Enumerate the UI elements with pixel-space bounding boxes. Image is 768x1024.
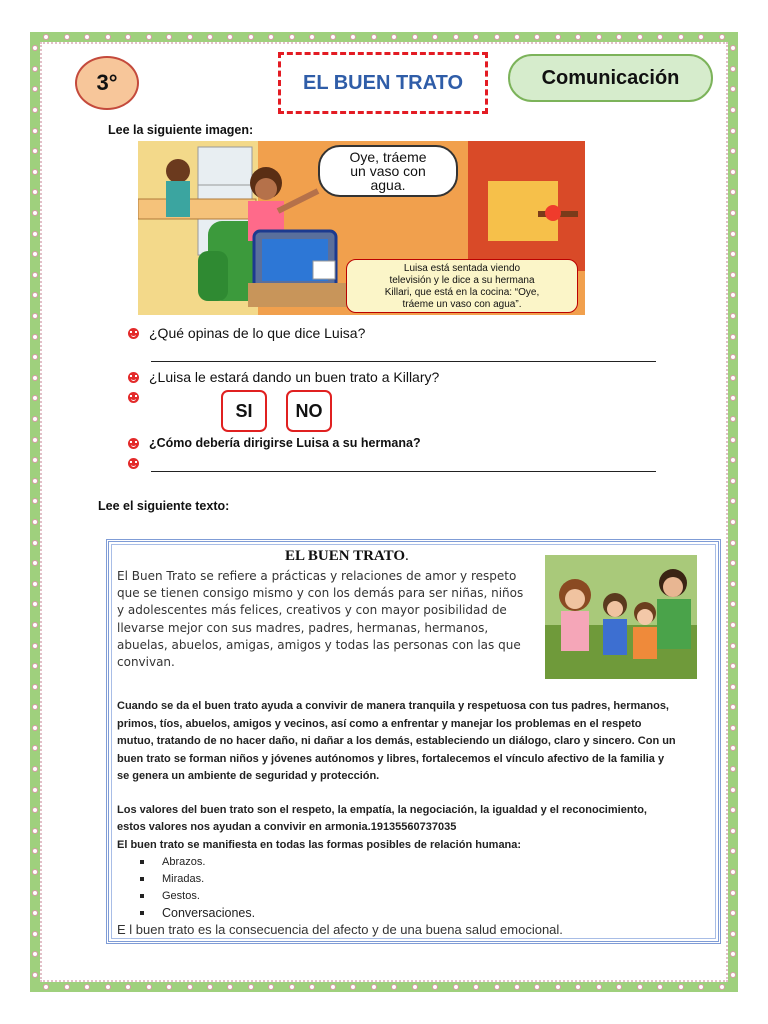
border-bead [730, 478, 736, 484]
title-banner [278, 52, 488, 114]
border-bead [534, 34, 540, 40]
border-bead [32, 787, 38, 793]
border-bead [32, 107, 38, 113]
border-bead [730, 128, 736, 134]
border-bead [268, 34, 274, 40]
border-bead [730, 766, 736, 772]
empty-bullet [128, 392, 149, 403]
border-bead [32, 498, 38, 504]
border-bead [125, 34, 131, 40]
border-beads-bottom [36, 982, 732, 992]
border-bead [730, 354, 736, 360]
border-bead [730, 189, 736, 195]
border-bead [657, 34, 663, 40]
square-bullet-icon [140, 894, 144, 898]
border-bead [32, 292, 38, 298]
border-bead [730, 169, 736, 175]
border-bead [730, 684, 736, 690]
family-photo [545, 555, 697, 679]
border-bead [32, 313, 38, 319]
border-bead [575, 34, 581, 40]
question-1: ¿Qué opinas de lo que dice Luisa? [128, 325, 365, 341]
family-photo-drawing [545, 555, 697, 679]
border-bead [207, 34, 213, 40]
border-bead [32, 910, 38, 916]
section-lead-text: Lee el siguiente texto: [98, 499, 230, 513]
border-bead [32, 951, 38, 957]
border-bead [730, 148, 736, 154]
border-bead [730, 519, 736, 525]
border-bead [32, 457, 38, 463]
border-bead [730, 951, 736, 957]
border-bead [32, 519, 38, 525]
border-bead [330, 34, 336, 40]
border-bead [32, 663, 38, 669]
border-bead [730, 787, 736, 793]
border-bead [32, 395, 38, 401]
border-bead [105, 34, 111, 40]
border-bead [32, 725, 38, 731]
border-bead [32, 231, 38, 237]
subject-badge [508, 54, 713, 102]
empty-bullet [128, 458, 149, 469]
border-bead [350, 34, 356, 40]
border-bead [32, 581, 38, 587]
square-bullet-icon [140, 877, 144, 881]
border-bead [730, 869, 736, 875]
reading-paragraph-1: El Buen Trato se refiere a prácticas y relaciones de amor y respeto que se tienen consigo mismo y con los demás para ser niñas, niños y adolescentes más felices, creativos y con mayor posibilidad de llevarse mejor con sus madres, padres, hermanas, hermanos, abuelas, abuelos, amigas, amigos y todas las personas con las que convivan. [117, 569, 524, 670]
list-item: Miradas. [140, 873, 204, 885]
border-bead [730, 663, 736, 669]
border-beads-top [36, 32, 732, 42]
border-bead [719, 984, 725, 990]
border-bead [637, 984, 643, 990]
list-item: Abrazos. [140, 856, 205, 868]
border-bead [84, 984, 90, 990]
border-bead [730, 972, 736, 978]
border-bead [32, 704, 38, 710]
border-bead [453, 34, 459, 40]
border-bead [187, 34, 193, 40]
border-bead [616, 34, 622, 40]
border-bead [555, 34, 561, 40]
border-bead [730, 313, 736, 319]
smiley-bullet-icon [128, 372, 139, 383]
border-bead [227, 984, 233, 990]
border-bead [730, 622, 736, 628]
border-bead [32, 828, 38, 834]
section-lead-image: Lee la siguiente imagen: [108, 123, 254, 137]
border-bead [32, 210, 38, 216]
border-bead [32, 560, 38, 566]
border-bead [432, 34, 438, 40]
border-bead [730, 890, 736, 896]
border-bead [698, 34, 704, 40]
border-bead [289, 984, 295, 990]
smiley-bullet-icon [128, 438, 139, 449]
border-bead [730, 498, 736, 504]
grade-label: 3° [96, 70, 118, 95]
border-bead [32, 807, 38, 813]
smiley-bullet-icon [128, 392, 139, 403]
border-bead [187, 984, 193, 990]
border-bead [514, 984, 520, 990]
square-bullet-icon [140, 860, 144, 864]
choice-yes-button[interactable]: SI [221, 390, 267, 432]
border-bead [32, 890, 38, 896]
border-bead [730, 334, 736, 340]
border-bead [32, 745, 38, 751]
border-bead [657, 984, 663, 990]
border-bead [730, 601, 736, 607]
page-title: EL BUEN TRATO [302, 71, 463, 94]
border-bead [730, 560, 736, 566]
border-bead [166, 34, 172, 40]
border-beads-right [728, 38, 738, 986]
border-bead [32, 45, 38, 51]
list-item: Gestos. [140, 890, 200, 902]
border-bead [391, 34, 397, 40]
border-bead [730, 66, 736, 72]
border-bead [32, 86, 38, 92]
border-bead [412, 34, 418, 40]
border-bead [43, 34, 49, 40]
border-bead [32, 684, 38, 690]
border-bead [32, 972, 38, 978]
border-bead [730, 725, 736, 731]
square-bullet-icon [140, 911, 144, 915]
border-bead [32, 848, 38, 854]
reading-closing: E l buen trato es la consecuencia del afecto y de una buena salud emocional. [117, 922, 563, 937]
border-bead [146, 34, 152, 40]
smiley-bullet-icon [128, 458, 139, 469]
border-bead [64, 34, 70, 40]
grade-badge [75, 56, 139, 110]
border-bead [730, 107, 736, 113]
border-bead [32, 66, 38, 72]
border-bead [166, 984, 172, 990]
border-bead [309, 34, 315, 40]
border-bead [84, 34, 90, 40]
border-bead [698, 984, 704, 990]
border-bead [32, 931, 38, 937]
border-bead [32, 169, 38, 175]
border-bead [453, 984, 459, 990]
border-bead [730, 437, 736, 443]
border-bead [730, 828, 736, 834]
border-bead [350, 984, 356, 990]
border-bead [32, 189, 38, 195]
border-bead [207, 984, 213, 990]
border-bead [125, 984, 131, 990]
border-bead [248, 34, 254, 40]
border-bead [494, 984, 500, 990]
border-bead [730, 375, 736, 381]
border-bead [637, 34, 643, 40]
border-bead [730, 272, 736, 278]
reading-title: EL BUEN TRATO. [285, 548, 409, 564]
border-bead [32, 416, 38, 422]
reading-paragraph-2: Cuando se da el buen trato ayuda a convivir de manera tranquila y respetuosa con tus padres, hermanos, primos, tíos, abuelos, amigos y vecinos, así como a enfrentar y manejar los problemas en el respeto mutuo, tratando de no hacer daño, ni dañar a los demás, estableciendo un diálogo, claro y sincero. Con un buen trato se forman niños y jóvenes autónomos y libres, fortalecemos el vínculo afectivo de la familia y se genera un ambiente de seguridad y protección. [117, 700, 676, 783]
border-bead [330, 984, 336, 990]
border-bead [32, 622, 38, 628]
border-bead [105, 984, 111, 990]
question-3: ¿Cómo debería dirigirse Luisa a su hermana? [128, 436, 421, 450]
border-beads-left [30, 38, 40, 986]
border-bead [596, 984, 602, 990]
border-bead [268, 984, 274, 990]
border-bead [32, 601, 38, 607]
border-bead [227, 34, 233, 40]
border-bead [730, 292, 736, 298]
border-bead [289, 34, 295, 40]
border-bead [730, 86, 736, 92]
subject-label: Comunicación [541, 66, 680, 89]
border-bead [32, 354, 38, 360]
border-bead [32, 643, 38, 649]
speech-bubble: Oye, tráeme un vaso con agua. [318, 145, 458, 197]
border-bead [248, 984, 254, 990]
border-bead [32, 128, 38, 134]
border-bead [730, 210, 736, 216]
border-bead [32, 869, 38, 875]
border-bead [412, 984, 418, 990]
border-bead [146, 984, 152, 990]
border-bead [32, 540, 38, 546]
border-bead [534, 984, 540, 990]
list-item: Conversaciones. [140, 906, 255, 920]
border-bead [514, 34, 520, 40]
border-bead [730, 704, 736, 710]
border-bead [32, 478, 38, 484]
border-bead [371, 34, 377, 40]
scene-caption: Luisa está sentada viendo televisión y le dice a su hermana Killari, que está en la cocina: “Oye, tráeme un vaso con agua”. [346, 259, 578, 313]
border-bead [575, 984, 581, 990]
border-bead [730, 416, 736, 422]
border-bead [730, 931, 736, 937]
border-bead [730, 395, 736, 401]
border-bead [596, 34, 602, 40]
border-bead [555, 984, 561, 990]
border-bead [730, 910, 736, 916]
border-bead [391, 984, 397, 990]
border-bead [64, 984, 70, 990]
border-bead [43, 984, 49, 990]
border-bead [32, 437, 38, 443]
border-bead [730, 540, 736, 546]
border-bead [32, 334, 38, 340]
border-bead [730, 807, 736, 813]
border-bead [32, 251, 38, 257]
border-bead [32, 148, 38, 154]
border-bead [730, 231, 736, 237]
border-bead [678, 984, 684, 990]
answer-line-3[interactable] [151, 471, 656, 472]
border-bead [32, 272, 38, 278]
border-bead [730, 45, 736, 51]
border-bead [730, 643, 736, 649]
choice-no-button[interactable]: NO [286, 390, 332, 432]
border-bead [678, 34, 684, 40]
border-bead [730, 251, 736, 257]
border-bead [730, 581, 736, 587]
border-bead [730, 848, 736, 854]
reading-paragraph-3: Los valores del buen trato son el respeto, la empatía, la negociación, la igualdad y el reconocimiento, estos valores nos ayudan a convivir en armonia.19135560737035 El buen trato se manifiesta en todas las formas posibles de relación humana: [117, 804, 647, 851]
border-bead [309, 984, 315, 990]
border-bead [32, 375, 38, 381]
illustration-scene [138, 141, 585, 315]
border-bead [616, 984, 622, 990]
answer-line-1[interactable] [151, 361, 656, 362]
border-bead [473, 984, 479, 990]
border-bead [719, 34, 725, 40]
border-bead [730, 457, 736, 463]
smiley-bullet-icon [128, 328, 139, 339]
border-bead [432, 984, 438, 990]
border-bead [730, 745, 736, 751]
question-2: ¿Luisa le estará dando un buen trato a Killary? [128, 369, 439, 385]
border-bead [494, 34, 500, 40]
border-bead [371, 984, 377, 990]
border-bead [473, 34, 479, 40]
border-bead [32, 766, 38, 772]
